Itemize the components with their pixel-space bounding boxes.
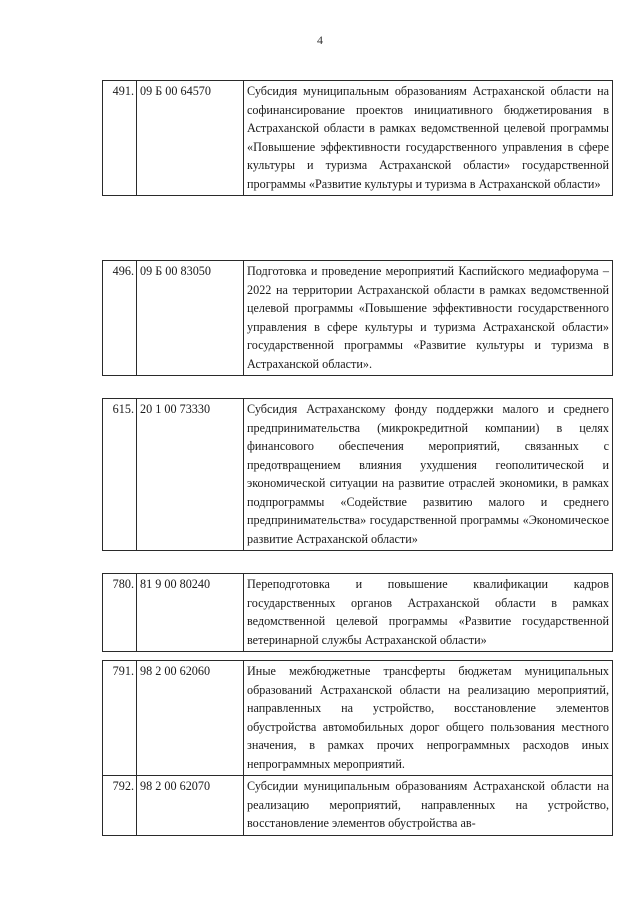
entry-description: Субсидия Астраханскому фонду поддержки малого и среднего предпринимательства (микрокредитной компании) в целях финансового обеспечения мероприятий, связанных с предотвращением влияния ухудшения геополитической и экономической ситуации на развитие отраслей экономики, в рамках подпрограммы «Содействие развитию малого и среднего предпринимательства» государственной программы «Экономическое развитие Астраханской области» bbox=[244, 399, 613, 551]
entry-table-791-792 bbox=[102, 660, 613, 836]
entry-number: 491. bbox=[103, 81, 137, 196]
table-row bbox=[103, 81, 613, 196]
table-row bbox=[103, 776, 613, 836]
entry-code: 81 9 00 80240 bbox=[137, 574, 244, 652]
entry-code: 09 Б 00 83050 bbox=[137, 261, 244, 376]
table-row bbox=[103, 399, 613, 551]
page-number: 4 bbox=[317, 33, 323, 47]
table-row bbox=[103, 574, 613, 652]
entry-description: Субсидии муниципальным образованиям Астраханской области на реализацию мероприятий, направленных на устройство, восстановление элементов обустройства ав- bbox=[244, 776, 613, 836]
entry-number: 496. bbox=[103, 261, 137, 376]
table-row bbox=[103, 661, 613, 776]
entry-table-780 bbox=[102, 573, 613, 652]
entry-code: 09 Б 00 64570 bbox=[137, 81, 244, 196]
entry-description: Субсидия муниципальным образованиям Астраханской области на софинансирование проектов инициативного бюджетирования в Астраханской области в рамках ведомственной целевой программы «Повышение эффективности государственного управления в сфере культуры и туризма Астраханской области» государственной программы «Развитие культуры и туризма в Астраханской области» bbox=[244, 81, 613, 196]
entry-number: 780. bbox=[103, 574, 137, 652]
entry-table-615 bbox=[102, 398, 613, 551]
entry-description: Иные межбюджетные трансферты бюджетам муниципальных образований Астраханской области на реализацию мероприятий, направленных на устройство, восстановление элементов обустройства автомобильных дорог общего пользования местного значения, в рамках прочих непрограммных расходов иных непрограммных мероприятий. bbox=[244, 661, 613, 776]
entry-code: 98 2 00 62070 bbox=[137, 776, 244, 836]
entry-description: Подготовка и проведение мероприятий Каспийского медиафорума – 2022 на территории Астраханской области в рамках ведомственной целевой программы «Повышение эффективности государственного управления в сфере культуры и туризма Астраханской области» государственной программы «Развитие культуры и туризма в Астраханской области». bbox=[244, 261, 613, 376]
entry-code: 20 1 00 73330 bbox=[137, 399, 244, 551]
entry-description: Переподготовка и повышение квалификации кадров государственных органов Астраханской области в рамках ведомственной целевой программы «Развитие государственной ветеринарной службы Астраханской области» bbox=[244, 574, 613, 652]
entry-code: 98 2 00 62060 bbox=[137, 661, 244, 776]
entry-number: 792. bbox=[103, 776, 137, 836]
entry-number: 791. bbox=[103, 661, 137, 776]
entry-table-496 bbox=[102, 260, 613, 376]
entry-number: 615. bbox=[103, 399, 137, 551]
entry-table-491 bbox=[102, 80, 613, 196]
table-row bbox=[103, 261, 613, 376]
